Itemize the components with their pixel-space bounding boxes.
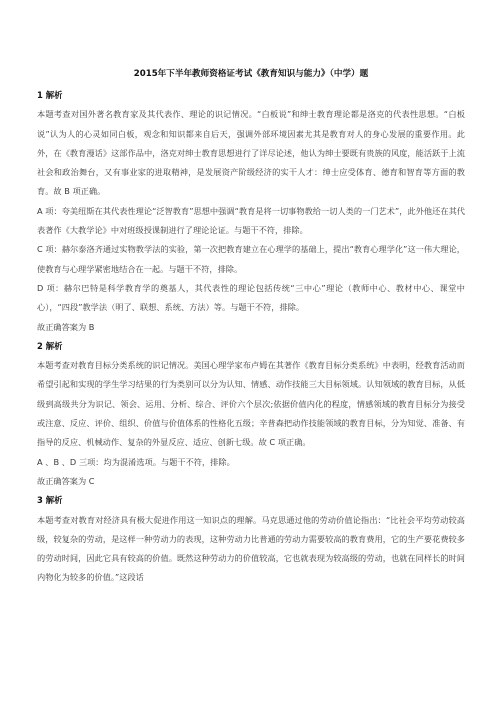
section-paragraph: D 项：赫尔巴特是科学教育学的奠基人，其代表性的理论包括传统“三中心”理论（教师中心、教材中心、课堂中心），“四段”教学法（明了、联想、系统、方法）等。与题干不符，排除。 xyxy=(37,282,465,313)
document-title: 2015年下半年教师资格证考试《教育知识与能力》（中学）题 xyxy=(133,69,369,79)
section-paragraph: C 项：赫尔泰洛齐通过实物教学法的实验，第一次把教育建立在心理学的基础上，提出“教育心理学化”这一伟大理论，使教育与心理学紧密地结合在一起。与题干不符，排除。 xyxy=(37,244,465,274)
section-2 xyxy=(37,337,465,491)
section-paragraph: A 项：夸美纽斯在其代表性理论“泛智教育”思想中强调“教育是将一切事物教给一切人类的一门艺术”，此外他还在其代表著作《大教学论》中对班级授课制进行了理论论证。与题干不符，排除。 xyxy=(37,205,465,236)
section-heading: 3 解析 xyxy=(37,495,63,506)
section-heading: 2 解析 xyxy=(37,340,63,351)
section-3 xyxy=(37,491,465,587)
section-paragraph: 本题考查对国外著名教育家及其代表作、理论的识记情况。“白板说”和绅士教育理论都是洛克的代表性思想。“白板说”认为人的心灵如同白板，观念和知识都来自后天，强调外部环境因素尤其是教育对人的身心发展的重要作用。此外，在《教育漫话》这部作品中，洛克对绅士教育思想进行了详尽论述，他认为绅士要既有贵族的风度，能活跃于上流社会和政治舞台，又有事业家的进取精神，是发展资产阶级经济的实干人才：绅士应受体育、德育和智育等方面的教育。故 B 项正确。 xyxy=(37,109,465,197)
document-body xyxy=(37,86,465,588)
section-answer: 故正确答案为 B xyxy=(37,321,95,332)
section-answer: 故正确答案为 C xyxy=(37,475,95,486)
section-paragraph: A 、B 、D 三项：均为混淆选项。与题干不符，排除。 xyxy=(37,456,235,467)
section-paragraph: 本题考查对教育目标分类系统的识记情况。美国心理学家布卢姆在其著作《教育目标分类系统》中表明，经教育活动而希望引起和实现的学生学习结果的行为类别可以分为认知、情感、动作技能三大目标领域。认知领域的教育目标，从低级到高级共分为识记、领会、运用、分析、综合、评价六个层次;依据价值内化的程度，情感领域的教育目标分为接受或注意、反应、评价、组织、价值与价值体系的性格化五级；辛普森把动作技能领域的教育目标，分为知觉、准备、有指导的反应、机械动作、复杂的外显反应、适应、创新七级。故 C 项正确。 xyxy=(37,360,465,448)
section-heading: 1 解析 xyxy=(37,90,63,100)
section-paragraph: 本题考查对教育对经济具有极大促进作用这一知识点的理解。马克思通过他的劳动价值论指出：“比社会平均劳动较高级，较复杂的劳动，是这样一种劳动力的表现，这种劳动力比普通的劳动力需要较高的教育费用，它的生产要花费较多的劳动时间，因此它具有较高的价值。既然这种劳动力的价值较高，它也就表现为较高级的劳动，也就在同样长的时间内物化为较多的价值。”这段话 xyxy=(37,514,465,583)
section-1 xyxy=(37,86,465,337)
